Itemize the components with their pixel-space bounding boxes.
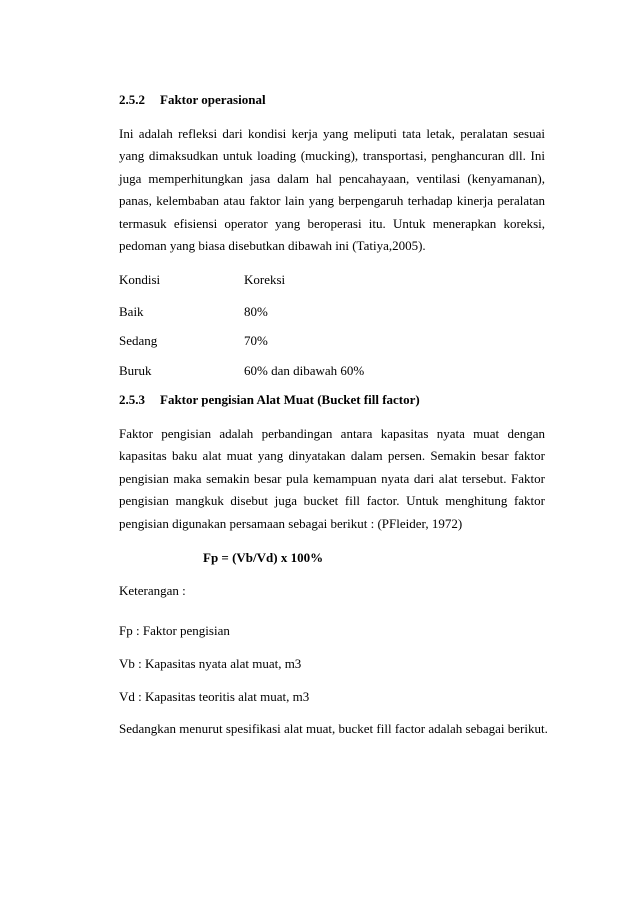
paragraph-line: Ini adalah refleksi dari kondisi kerja yang meliputi tata letak, peralatan sesuai: [119, 126, 545, 141]
table-header-kondisi: Kondisi: [119, 272, 161, 287]
section-title: Faktor pengisian Alat Muat (Bucket fill factor): [160, 392, 420, 407]
paragraph-line: panas, kelembaban atau faktor lain yang berpengaruh terhadap kinerja peralatan: [119, 193, 545, 209]
table-cell-kondisi: Sedang: [119, 333, 158, 348]
paragraph-line: pedoman yang biasa disebutkan dibawah ini (Tatiya,2005).: [119, 237, 426, 253]
paragraph-line: pengisian maka semakin besar pula kemampuan nyata dari alat tersebut. Faktor: [119, 470, 545, 486]
table-cell-koreksi: 60% dan dibawah 60%: [244, 363, 365, 378]
paragraph-line: Faktor pengisian adalah perbandingan antara kapasitas nyata muat dengan: [119, 426, 545, 441]
paragraph-line: pengisian mangkuk disebut juga bucket fill factor. Untuk menghitung faktor: [119, 493, 545, 509]
table-cell-koreksi: 80%: [244, 304, 268, 319]
paragraph-line: kapasitas baku alat muat yang dinyatakan dalam persen. Semakin besar faktor: [119, 448, 545, 464]
section-number: 2.5.3: [119, 392, 145, 407]
section-number: 2.5.2: [119, 92, 145, 107]
keterangan-item: Vd : Kapasitas teoritis alat muat, m3: [119, 689, 310, 704]
section-heading-2-5-2: [119, 92, 266, 108]
paragraph-faktor-operasional: [119, 123, 545, 257]
table-cell-koreksi: 70%: [244, 333, 268, 348]
section-title: Faktor operasional: [160, 92, 266, 107]
table-cell-kondisi: Buruk: [119, 363, 152, 378]
paragraph-faktor-pengisian: [119, 423, 545, 535]
paragraph-line: pengisian digunakan persamaan sebagai berikut : (PFleider, 1972): [119, 515, 463, 531]
section-heading-2-5-3: [119, 392, 420, 408]
closing-sentence: Sedangkan menurut spesifikasi alat muat, bucket fill factor adalah sebagai berikut.: [119, 721, 548, 736]
keterangan-label: Keterangan :: [119, 583, 186, 598]
table-cell-kondisi: Baik: [119, 304, 144, 319]
paragraph-line: yang dimaksudkan untuk loading (mucking), transportasi, penghancuran dll. Ini: [119, 148, 545, 164]
keterangan-item: Vb : Kapasitas nyata alat muat, m3: [119, 656, 302, 671]
table-header-koreksi: Koreksi: [244, 272, 286, 287]
paragraph-line: termasuk efisiensi operator yang beroperasi itu. Untuk menerapkan koreksi,: [119, 215, 545, 231]
formula: Fp = (Vb/Vd) x 100%: [203, 550, 324, 565]
keterangan-item: Fp : Faktor pengisian: [119, 623, 230, 638]
paragraph-line: juga memperhitungkan jasa dalam hal pencahayaan, ventilasi (kenyamanan),: [119, 170, 545, 186]
